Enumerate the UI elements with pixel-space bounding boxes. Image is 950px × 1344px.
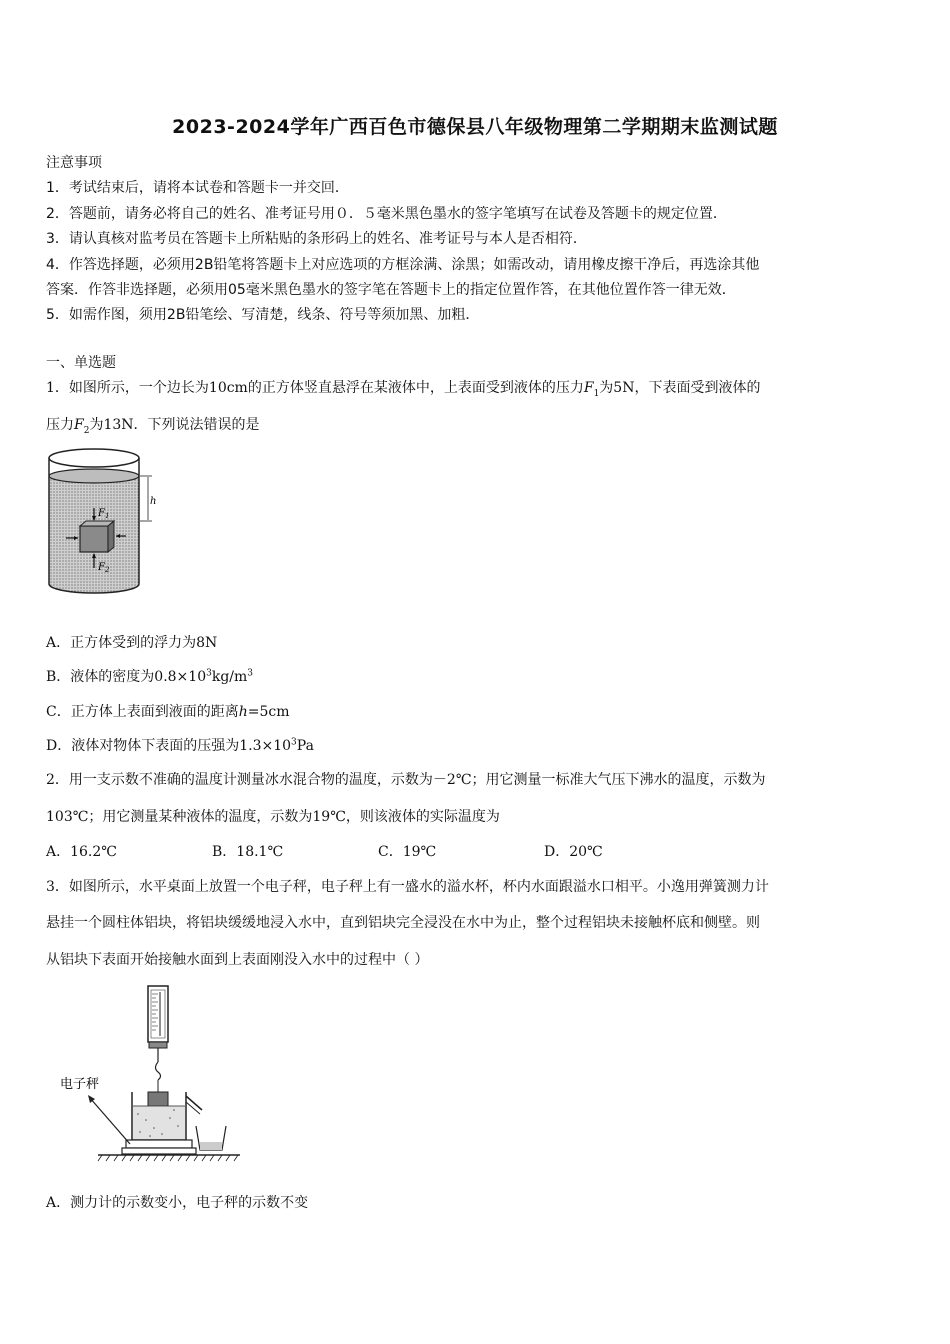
cube-in-liquid-figure <box>44 446 162 598</box>
question-1-text: 压力$F_2$为13N．下列说法错误的是 <box>46 417 260 436</box>
notice-item: 3．请认真核对监考员在答题卡上所粘贴的条形码上的姓名、准考证号与本人是否相符． <box>46 231 587 247</box>
notice-item: 2．答题前，请务必将自己的姓名、准考证号用０．５毫米黑色墨水的签字笔填写在试卷及答题卡的规定位置． <box>46 206 727 222</box>
section-heading: 一、单选题 <box>46 355 116 371</box>
notice-item: 1．考试结束后，请将本试卷和答题卡一并交回． <box>46 180 349 196</box>
question-3-text: 从铝块下表面开始接触水面到上表面刚没入水中的过程中（ ） <box>46 952 429 968</box>
option-c: C．19℃ <box>378 844 437 860</box>
notice-item: 5．如需作图，须用2B铅笔绘、写清楚，线条、符号等须加黑、加粗． <box>46 307 480 323</box>
electronic-scale-label: 电子秤 <box>60 1077 100 1092</box>
notice-item: 答案．作答非选择题，必须用05毫米黑色墨水的签字笔在答题卡上的指定位置作答，在其他位置作答一律无效． <box>46 282 736 298</box>
option-d: D．液体对物体下表面的压强为$1.3\times 10^3Pa$ <box>46 737 314 754</box>
option-b: B．18.1℃ <box>212 844 284 860</box>
question-3-text: 3．如图所示，水平桌面上放置一个电子秤，电子秤上有一盛水的溢水杯，杯内水面跟溢水口相平。小逸用弹簧测力计 <box>46 879 769 895</box>
h-label: h <box>150 496 157 507</box>
spring-scale-figure <box>50 980 250 1165</box>
option-c: C．正方体上表面到液面的距离h=5cm <box>46 704 290 720</box>
question-3-text: 悬挂一个圆柱体铝块，将铝块缓缓地浸入水中，直到铝块完全浸没在水中为止，整个过程铝块未接触杯底和侧壁。则 <box>46 915 760 931</box>
option-a: A．测力计的示数变小，电子秤的示数不变 <box>46 1195 309 1211</box>
f1-label: $F_1$ <box>98 508 110 520</box>
question-2-text: 2．用一支示数不准确的温度计测量冰水混合物的温度，示数为－2℃；用它测量一标准大气压下沸水的温度，示数为 <box>46 772 766 788</box>
option-d: D．20℃ <box>544 844 603 860</box>
notice-item: 4．作答选择题，必须用2B铅笔将答题卡上对应选项的方框涂满、涂黑；如需改动，请用橡皮擦干净后，再选涂其他 <box>46 257 760 273</box>
f2-label: $F_2$ <box>98 562 110 574</box>
option-b: B．液体的密度为$0.8\times 10^3kg/m^3$ <box>46 668 254 685</box>
notice-heading: 注意事项 <box>46 155 102 171</box>
option-a: A．正方体受到的浮力为8N <box>46 635 218 651</box>
question-2-text: 103℃；用它测量某种液体的温度，示数为19℃，则该液体的实际温度为 <box>46 809 500 825</box>
question-1-text: 1．如图所示，一个边长为10cm的正方体竖直悬浮在某液体中，上表面受到液体的压力$F_1$为5N，下表面受到液体的 <box>46 380 761 399</box>
question-2-options <box>46 841 710 861</box>
option-a: A．16.2℃ <box>46 844 117 860</box>
page-title: 2023-2024学年广西百色市德保县八年级物理第二学期期末监测试题 <box>172 116 778 138</box>
